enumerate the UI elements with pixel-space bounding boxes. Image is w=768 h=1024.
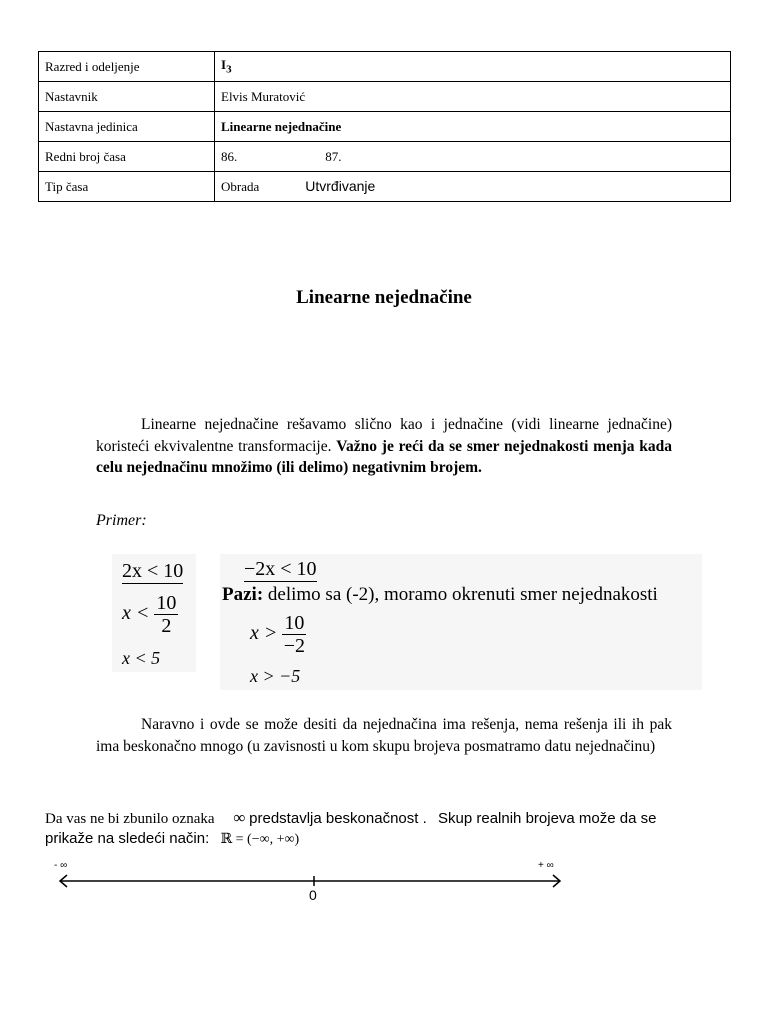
value-class: $I_3$ (215, 52, 731, 82)
value-teacher: Elvis Muratović (215, 82, 731, 112)
plus-infinity-label: + ∞ (538, 860, 554, 871)
value-lesson-number: 86. 87. (215, 142, 731, 172)
warning-note: Pazi: delimo sa (-2), moramo okrenuti smer nejednakosti (222, 584, 658, 605)
formula-line: 2x < 10 (122, 560, 184, 582)
label-lesson-type: Tip časa (39, 172, 215, 202)
label-unit: Nastavna jedinica (39, 112, 215, 142)
label-teacher: Nastavnik (39, 82, 215, 112)
table-row (39, 172, 731, 202)
example-left-formula (112, 554, 196, 672)
page-title: Linearne nejednačine (296, 287, 472, 308)
value-unit: Linearne nejednačine (215, 112, 731, 142)
formula-line: −2x < 10 (244, 558, 317, 580)
formula-line: x < 5 (122, 648, 161, 668)
solutions-paragraph: Naravno i ovde se može desiti da nejednačina ima rešenja, nema rešenja ili ih pak ima beskonačno mnogo (u zavisnosti u kom skupu brojeva posmatramo datu nejednačinu) (96, 716, 672, 755)
intro-paragraph: Linearne nejednačine rešavamo slično kao i jednačine (vidi linearne jednačine) koristeći ekvivalentne transformacije. Važno je reći da se smer nejednakosti menja kada celu nejednačinu množimo (ili delimo) negativnim brojem. (96, 416, 673, 476)
value-lesson-type: Obrada Utvrđivanje (215, 172, 731, 202)
formula-line: x > $\frac{10}{-2}$ (250, 612, 306, 657)
formula-line: x > −5 (250, 666, 301, 686)
reals-formula: ℝ = (−∞, +∞) (220, 832, 300, 847)
table-row (39, 52, 731, 82)
infinity-note: Da vas ne bi zbunilo oznaka ∞ predstavlja beskonačnost . Skup realnih brojeva može da se (45, 808, 657, 827)
label-lesson-number: Redni broj časa (39, 142, 215, 172)
table-row (39, 112, 731, 142)
minus-infinity-label: - ∞ (54, 860, 68, 871)
zero-label: 0 (309, 887, 317, 903)
infinity-symbol: ∞ (233, 808, 246, 827)
reals-note: prikaže na sledeći način: ℝ = (−∞, +∞) (45, 830, 300, 847)
table-row (39, 142, 731, 172)
fraction: $\frac{10}{2}$ (156, 592, 177, 637)
lesson-info-table (38, 51, 731, 202)
label-class: Razred i odeljenje (39, 52, 215, 82)
formula-line: x < $\frac{10}{2}$ (122, 592, 177, 637)
example-right-formula (220, 554, 702, 690)
table-row (39, 82, 731, 112)
example-label: Primer: (96, 512, 147, 529)
fraction: $\frac{10}{-2}$ (283, 612, 306, 657)
